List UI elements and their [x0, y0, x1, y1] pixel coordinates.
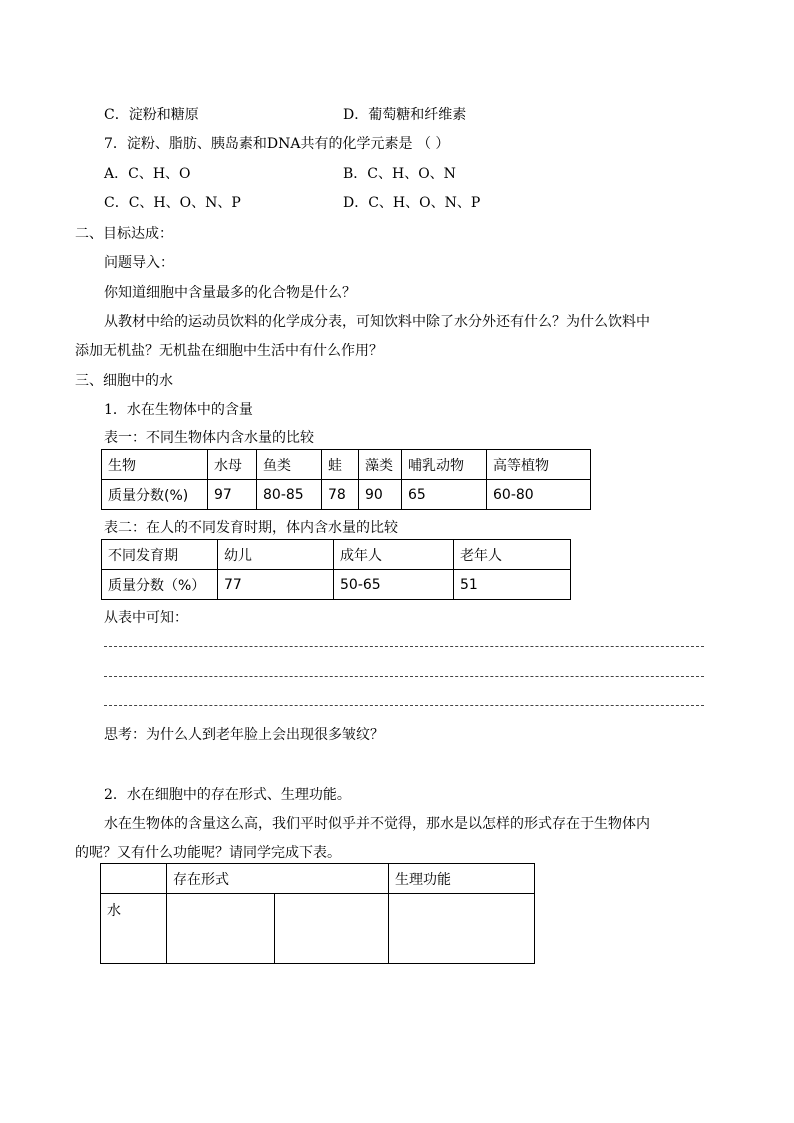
option-7d: D．C、H、O、N、P [343, 195, 481, 211]
table-cell: 鱼类 [257, 450, 322, 480]
table-cell: 生物 [102, 450, 208, 480]
section-3-heading: 三、细胞中的水 [75, 373, 173, 389]
table-cell[interactable] [389, 894, 535, 964]
question-7: 7．淀粉、脂肪、胰岛素和DNA共有的化学元素是 （ ） [104, 136, 450, 152]
table-cell: 蛙 [322, 450, 359, 480]
option-6d: D．葡萄糖和纤维素 [343, 107, 467, 123]
option-7b: B．C、H、O、N [343, 166, 456, 182]
table-cell: 存在形式 [167, 864, 389, 894]
table-cell: 90 [359, 480, 402, 510]
table-cell: 80-85 [257, 480, 322, 510]
answer-line [104, 705, 704, 706]
water-content-by-organism-table [101, 449, 591, 510]
water-content-by-age-table [101, 539, 571, 600]
intro-question-2-line2: 添加无机盐？无机盐在细胞中生活中有什么作用？ [75, 343, 383, 359]
table-row [101, 894, 535, 964]
table2-caption: 表二：在人的不同发育时期，体内含水量的比较 [104, 520, 398, 536]
answer-line [104, 676, 704, 677]
table-cell: 51 [454, 570, 571, 600]
table-cell: 老年人 [454, 540, 571, 570]
think-question: 思考：为什么人到老年脸上会出现很多皱纹？ [104, 727, 384, 743]
table-row [101, 864, 535, 894]
paragraph-line2: 的呢？又有什么功能呢？请同学完成下表。 [75, 845, 341, 861]
subsection-2-title: 2．水在细胞中的存在形式、生理功能。 [104, 787, 351, 803]
table-cell: 成年人 [334, 540, 454, 570]
table-cell: 50-65 [334, 570, 454, 600]
table1-caption: 表一：不同生物体内含水量的比较 [104, 430, 314, 446]
paragraph-line1: 水在生物体的含量这么高，我们平时似乎并不觉得，那水是以怎样的形式存在于生物体内 [104, 816, 650, 832]
water-forms-table [100, 863, 535, 964]
table-cell: 水母 [208, 450, 257, 480]
table-cell: 质量分数(%) [102, 480, 208, 510]
table-cell: 78 [322, 480, 359, 510]
table-cell[interactable] [167, 894, 275, 964]
table-cell: 水 [101, 894, 167, 964]
option-6c: C．淀粉和糖原 [104, 107, 199, 123]
subsection-1-title: 1．水在生物体中的含量 [104, 402, 253, 418]
table-cell: 哺乳动物 [402, 450, 487, 480]
table-cell: 生理功能 [389, 864, 535, 894]
intro-question-2-line1: 从教材中给的运动员饮料的化学成分表，可知饮料中除了水分外还有什么？为什么饮料中 [104, 314, 650, 330]
table-cell: 77 [218, 570, 334, 600]
table-row [102, 540, 571, 570]
table-cell: 65 [402, 480, 487, 510]
intro-question-1: 你知道细胞中含量最多的化合物是什么？ [104, 285, 356, 301]
table-cell: 质量分数（%） [102, 570, 218, 600]
table-cell [101, 864, 167, 894]
table-cell: 藻类 [359, 450, 402, 480]
table-row [102, 480, 591, 510]
section-2-heading: 二、目标达成： [75, 226, 173, 242]
table-cell: 不同发育期 [102, 540, 218, 570]
table-cell: 幼儿 [218, 540, 334, 570]
table-cell: 97 [208, 480, 257, 510]
conclusion-prompt: 从表中可知： [104, 610, 188, 626]
table-row [102, 570, 571, 600]
option-7c: C．C、H、O、N、P [104, 195, 241, 211]
table-row [102, 450, 591, 480]
table-cell[interactable] [275, 894, 389, 964]
answer-line [104, 646, 704, 647]
problem-intro: 问题导入： [104, 255, 174, 271]
option-7a: A．C、H、O [104, 166, 191, 182]
table-cell: 高等植物 [487, 450, 591, 480]
table-cell: 60-80 [487, 480, 591, 510]
